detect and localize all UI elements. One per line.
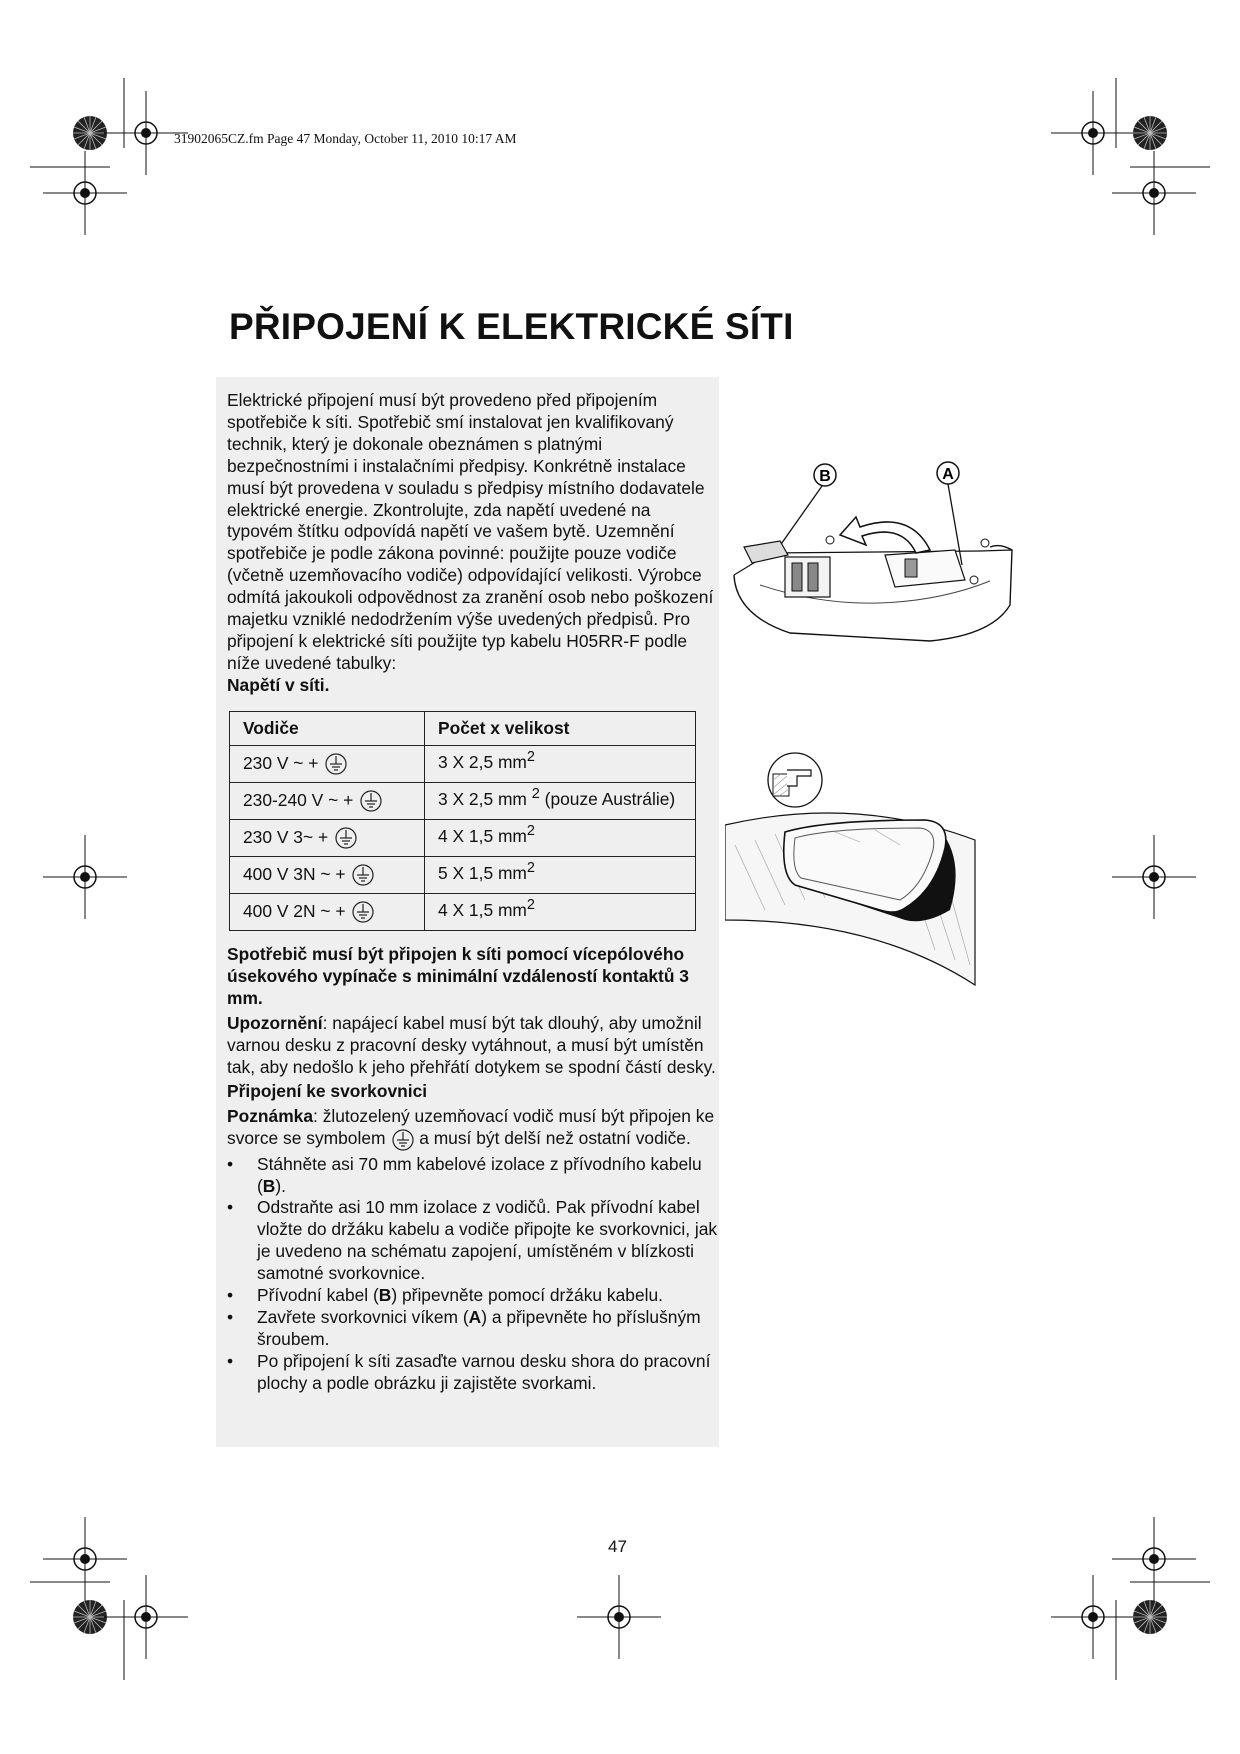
row-size-suffix: (pouze Austrálie) [539, 788, 676, 809]
bullet-icon: • [227, 1197, 234, 1218]
ground-icon [335, 827, 357, 849]
bullet-icon: • [227, 1307, 234, 1327]
label-a: A [942, 466, 954, 483]
warning-paragraph [227, 1013, 722, 1079]
terminal-block-figure [730, 455, 1020, 665]
list-item: • Zavřete svorkovnici víkem (A) a připevněte ho příslušným šroubem. [227, 1307, 701, 1349]
row-size-exponent: 2 [526, 897, 535, 913]
table-row [230, 746, 696, 783]
list-item: • Přívodní kabel (B) připevněte pomocí držáku kabelu. [227, 1285, 663, 1306]
row-size: 5 X 1,5 mm [438, 862, 527, 883]
bullet-icon: • [227, 1350, 234, 1371]
list-item: • Odstraňte asi 10 mm izolace z vodičů. Pak přívodní kabel vložte do držáku kabelu a vodiče připojte ke svorkovnici, jak je uvedeno na schématu zapojení, umístěném v blízkosti samotné svorkovnice. [227, 1197, 718, 1284]
row-size: 4 X 1,5 mm [438, 899, 527, 920]
steps-list [227, 1154, 722, 1395]
table-row [230, 820, 696, 857]
ground-icon [360, 790, 382, 812]
page-number: 47 [608, 1537, 627, 1556]
table-row [230, 894, 696, 931]
note-paragraph [227, 1106, 722, 1150]
row-size: 4 X 1,5 mm [438, 825, 527, 846]
header-conductors: Vodiče [230, 712, 425, 746]
instructions-section [227, 944, 722, 1395]
bullet-icon: • [227, 1153, 234, 1174]
note-label: Poznámka [227, 1106, 314, 1127]
row-size-exponent: 2 [526, 823, 535, 839]
note-text-after: a musí být delší než ostatní vodiče. [419, 1128, 691, 1149]
file-info-header: 31902065CZ.fm Page 47 Monday, October 11, 2010 10:17 AM [174, 131, 517, 146]
ground-icon [325, 753, 347, 775]
table-row [230, 783, 696, 820]
row-size-exponent: 2 [526, 749, 535, 765]
warning-label: Upozornění [227, 1012, 323, 1033]
row-voltage: 230 V ~ + [243, 752, 319, 773]
warning-text: : napájecí kabel musí být tak dlouhý, aby umožnil varnou desku z pracovní desky vytáhnout, a musí být umístěn tak, aby nedošlo k jeho přehřátí dotykem se spodní částí desky. [227, 1012, 716, 1077]
header-count-size: Počet x velikost [425, 712, 696, 746]
label-b: B [819, 468, 831, 485]
intro-section [227, 390, 719, 697]
list-item: • Po připojení k síti zasaďte varnou desku shora do pracovní plochy a podle obrázku ji zajistěte svorkami. [227, 1350, 711, 1393]
intro-paragraph: Elektrické připojení musí být provedeno před připojením spotřebiče k síti. Spotřebič smí instalovat jen kvalifikovaný technik, který je dokonale obeznámen s platnými bezpečnostními i instalačními předpisy. Konkrétně instalace musí být provedena v souladu s předpisy místního dodavatele elektrické energie. Zkontrolujte, zda napětí uvedené na typovém štítku odpovídá napětí ve vašem bytě. Uzemnění spotřebiče je podle zákona povinné: použijte pouze vodiče (včetně uzemňovacího vodiče) odpovídající velikosti. Výrobce odmítá jakoukoli odpovědnost za zranění osob nebo poškození majetku vzniklé nedodržením výše uvedených předpisů. Pro připojení k elektrické síti použijte typ kabelu H05RR-F podle níže uvedené tabulky: [227, 390, 714, 673]
page-title: PŘIPOJENÍ K ELEKTRICKÉ SÍTI [229, 306, 794, 347]
note-text-before: : žlutozelený uzemňovací vodič musí být připojen ke svorce se symbolem [227, 1106, 715, 1149]
row-voltage: 230-240 V ~ + [243, 789, 354, 810]
row-size-exponent: 2 [526, 860, 535, 876]
row-size-exponent: 2 [531, 786, 540, 802]
list-item: • Stáhněte asi 70 mm kabelové izolace z přívodního kabelu (B). [227, 1153, 702, 1196]
terminal-heading: Připojení ke svorkovnici [227, 1081, 428, 1102]
ground-icon [352, 901, 374, 923]
bullet-icon: • [227, 1285, 234, 1306]
hob-clamp-figure [725, 750, 985, 990]
row-voltage: 400 V 2N ~ + [243, 900, 346, 921]
table-row [230, 857, 696, 894]
switch-note: Spotřebič musí být připojen k síti pomocí vícepólového úsekového vypínače s minimální vzdáleností kontaktů 3 mm. [227, 944, 689, 1008]
row-size: 3 X 2,5 mm [438, 788, 532, 809]
ground-icon [392, 1129, 414, 1151]
cable-spec-table [229, 711, 696, 931]
row-voltage: 400 V 3N ~ + [243, 863, 346, 884]
ground-icon [352, 864, 374, 886]
row-voltage: 230 V 3~ + [243, 826, 329, 847]
row-size: 3 X 2,5 mm [438, 751, 527, 772]
voltage-heading: Napětí v síti. [227, 674, 330, 695]
table-header-row [230, 712, 696, 746]
